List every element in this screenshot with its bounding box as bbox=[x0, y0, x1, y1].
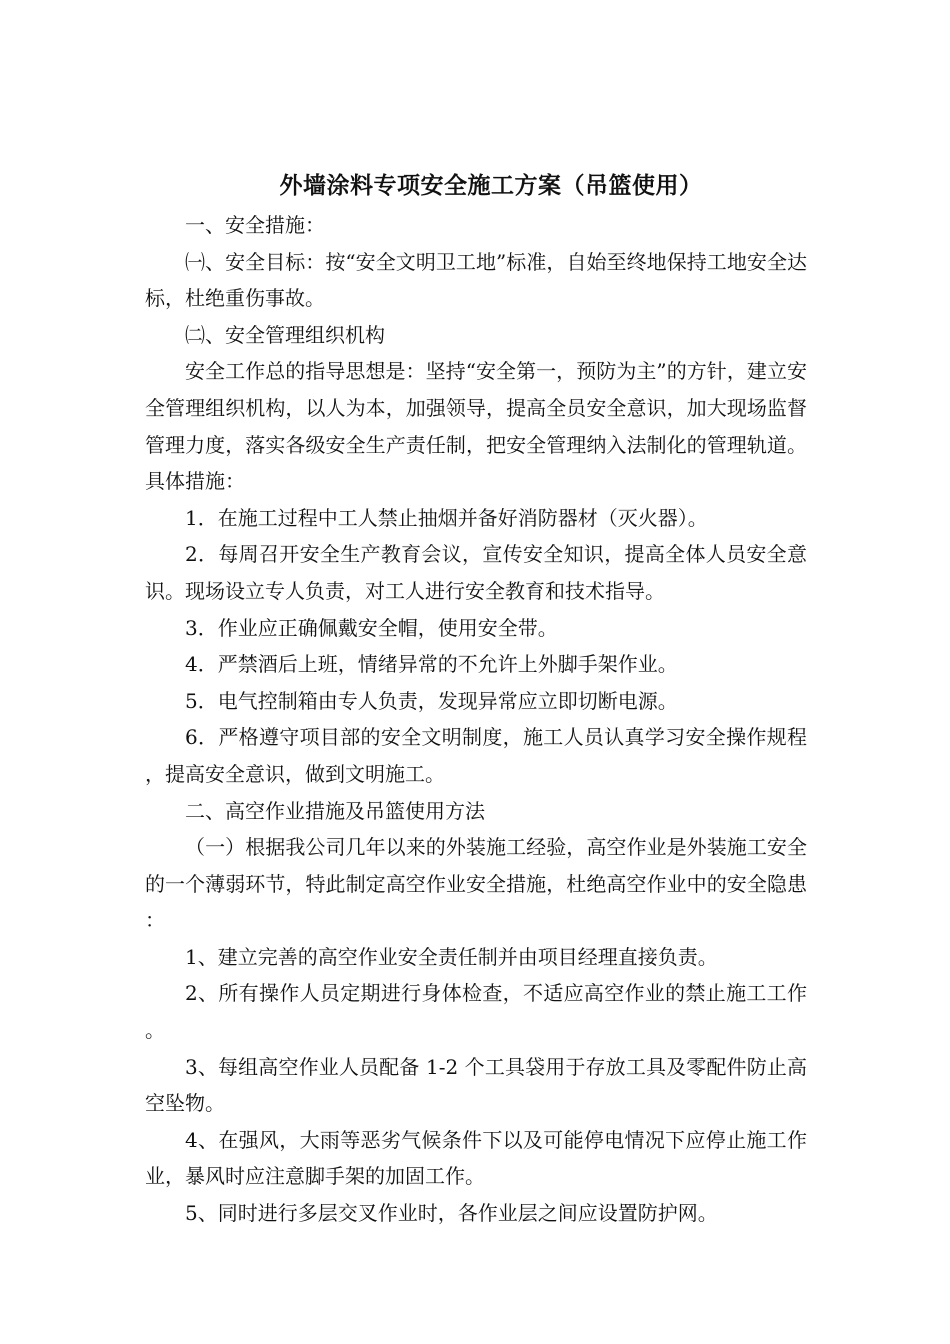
list-item-safety-rules: 6．严格遵守项目部的安全文明制度，施工人员认真学习安全操作规程，提高安全意识，做到文明施工。 bbox=[145, 725, 807, 786]
list-item-no-alcohol: 4．严禁酒后上班，情绪异常的不允许上外脚手架作业。 bbox=[185, 652, 678, 677]
paragraph-guiding-principle: 安全工作总的指导思想是：坚持“安全第一，预防为主”的方针，建立安全管理组织机构，以人为本，加强领导，提高全员安全意识，加大现场监督管理力度，落实各级安全生产责任制，把安全管理纳入法制化的管理轨道。具体措施： bbox=[145, 359, 807, 494]
list-item-responsibility: 1、建立完善的高空作业安全责任制并由项目经理直接负责。 bbox=[185, 944, 718, 969]
list-item-electrical-box: 5．电气控制箱由专人负责，发现异常应立即切断电源。 bbox=[185, 688, 678, 713]
document-title: 外墙涂料专项安全施工方案（吊篮使用） bbox=[279, 173, 703, 199]
list-item-health-check: 2、所有操作人员定期进行身体检查，不适应高空作业的禁止施工工作。 bbox=[145, 981, 807, 1043]
section-heading-safety-measures: 一、安全措施： bbox=[185, 213, 325, 237]
paragraph-safety-goal: ㈠、安全目标：按“安全文明卫工地”标准，自始至终地保持工地安全达标，杜绝重伤事故。 bbox=[145, 249, 807, 311]
section-heading-high-altitude: 二、高空作业措施及吊篮使用方法 bbox=[185, 798, 485, 823]
list-item-weather: 4、在强风，大雨等恶劣气候条件下以及可能停电情况下应停止施工作业，暴风时应注意脚手架的加固工作。 bbox=[145, 1127, 807, 1189]
list-item-tool-bag: 3、每组高空作业人员配备 1-2 个工具袋用于存放工具及零配件防止高空坠物。 bbox=[145, 1054, 807, 1116]
paragraph-experience: （一）根据我公司几年以来的外装施工经验，高空作业是外装施工安全的一个薄弱环节，特此制定高空作业安全措施，杜绝高空作业中的安全隐患： bbox=[145, 835, 807, 933]
document-body bbox=[145, 165, 807, 1232]
list-item-helmet-belt: 3．作业应正确佩戴安全帽，使用安全带。 bbox=[185, 615, 558, 640]
subheading-safety-organization: ㈡、安全管理组织机构 bbox=[185, 322, 385, 347]
list-item-no-smoking: 1．在施工过程中工人禁止抽烟并备好消防器材（灭火器）。 bbox=[185, 505, 708, 530]
list-item-protective-net: 5、同时进行多层交叉作业时，各作业层之间应设置防护网。 bbox=[185, 1201, 718, 1226]
list-item-weekly-meeting: 2．每周召开安全生产教育会议，宣传安全知识，提高全体人员安全意识。现场设立专人负责，对工人进行安全教育和技术指导。 bbox=[145, 542, 807, 603]
